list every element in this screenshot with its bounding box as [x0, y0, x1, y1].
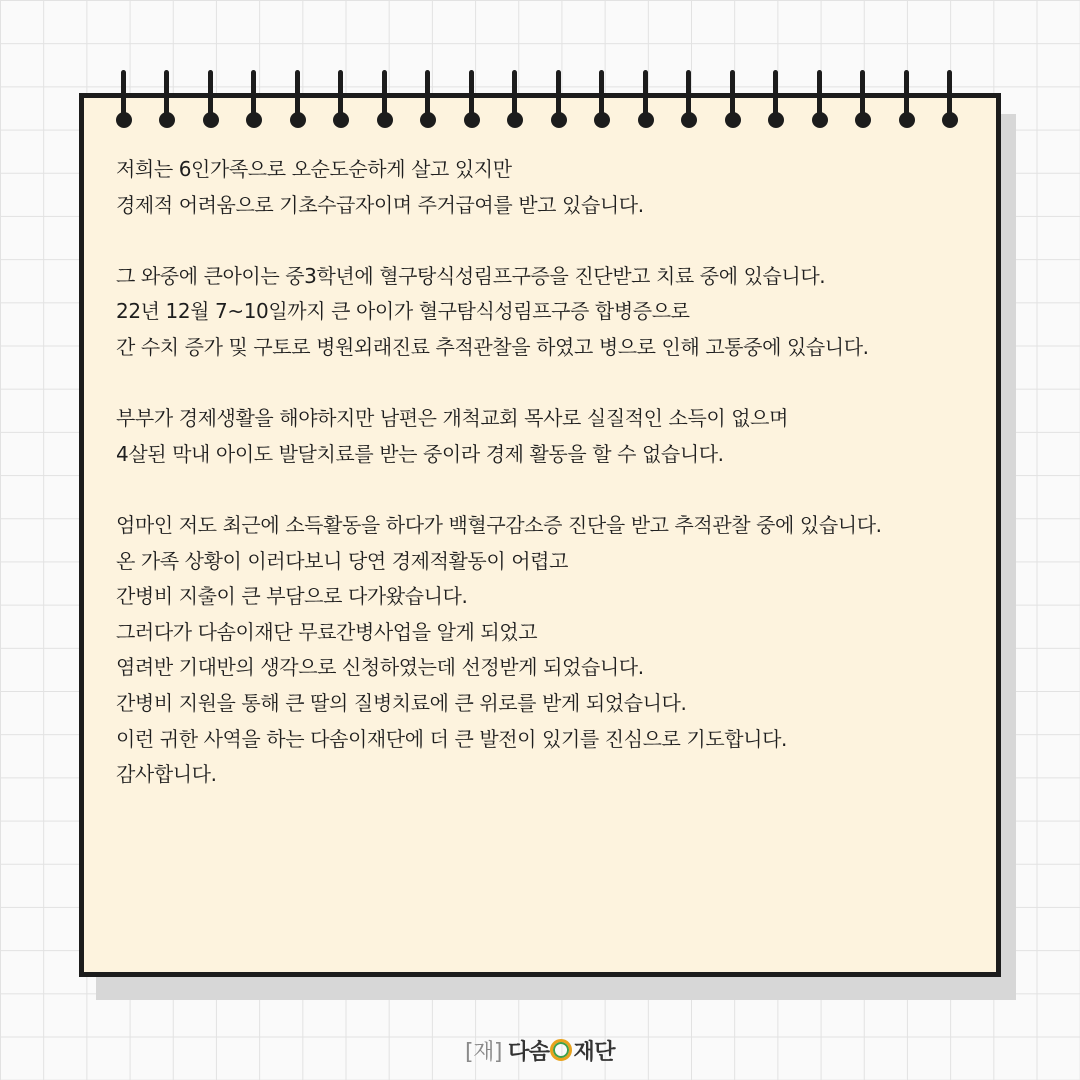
foundation-name-part1: 다솜 [507, 1040, 550, 1065]
letter-body [116, 152, 976, 793]
letter-line: 저희는 6인가족으로 오순도순하게 살고 있지만 [116, 157, 512, 181]
letter-line: 그 와중에 큰아이는 중3학년에 혈구탕식성림프구증을 진단받고 치료 중에 있습니다. [116, 263, 826, 288]
foundation-tag: [재] [465, 1040, 502, 1065]
spiral-ring [464, 70, 478, 134]
foundation-logo [0, 1035, 1080, 1066]
letter-line: 이런 귀한 사역을 하는 다솜이재단에 더 큰 발전이 있기를 진심으로 기도합니다. [116, 726, 787, 751]
spiral-ring [159, 70, 173, 134]
letter-line: 22년 12월 7~10일까지 큰 아이가 혈구탐식성림프구증 합병증으로 [116, 299, 690, 324]
spiral-ring [681, 70, 695, 134]
letter-blank-line [116, 366, 976, 402]
spiral-ring [812, 70, 826, 134]
letter-line: 간병비 지원을 통해 큰 딸의 질병치료에 큰 위로를 받게 되었습니다. [116, 690, 687, 715]
letter-line: 그러다가 다솜이재단 무료간병사업을 알게 되었고 [116, 619, 538, 644]
spiral-ring [899, 70, 913, 134]
letter-blank-line [116, 472, 976, 508]
spiral-ring [507, 70, 521, 134]
letter-line: 감사합니다. [116, 762, 217, 787]
letter-line: 염려반 기대반의 생각으로 신청하였는데 선정받게 되었습니다. [116, 655, 644, 680]
spiral-ring [855, 70, 869, 134]
foundation-name-part2: 재단 [573, 1040, 615, 1065]
letter-line: 4살된 막내 아이도 발달치료를 받는 중이라 경제 활동을 할 수 없습니다. [116, 441, 724, 466]
letter-line: 부부가 경제생활을 해야하지만 남편은 개척교회 목사로 실질적인 소득이 없으며 [116, 406, 789, 431]
spiral-ring [377, 70, 391, 134]
spiral-ring [551, 70, 565, 134]
spiral-ring [333, 70, 347, 134]
spiral-ring [203, 70, 217, 134]
letter-line: 온 가족 상황이 이러다보니 당연 경제적활동이 어렵고 [116, 548, 568, 573]
spiral-ring [290, 70, 304, 134]
spiral-ring [420, 70, 434, 134]
spiral-ring [594, 70, 608, 134]
letter-line: 간 수치 증가 및 구토로 병원외래진료 추적관찰을 하였고 병으로 인해 고통중에 있습니다. [116, 334, 869, 359]
donut-logo-icon [550, 1039, 572, 1061]
letter-blank-line [116, 223, 976, 259]
letter-line: 경제적 어려움으로 기초수급자이며 주거급여를 받고 있습니다. [116, 192, 644, 217]
spiral-ring [246, 70, 260, 134]
letter-line: 엄마인 저도 최근에 소득활동을 하다가 백혈구감소증 진단을 받고 추적관찰 중에 있습니다. [116, 512, 882, 537]
spiral-ring [768, 70, 782, 134]
spiral-ring [725, 70, 739, 134]
spiral-ring [638, 70, 652, 134]
spiral-ring [942, 70, 956, 134]
spiral-ring [116, 70, 130, 134]
letter-line: 간병비 지출이 큰 부담으로 다가왔습니다. [116, 584, 468, 609]
spiral-binding [0, 70, 1080, 134]
